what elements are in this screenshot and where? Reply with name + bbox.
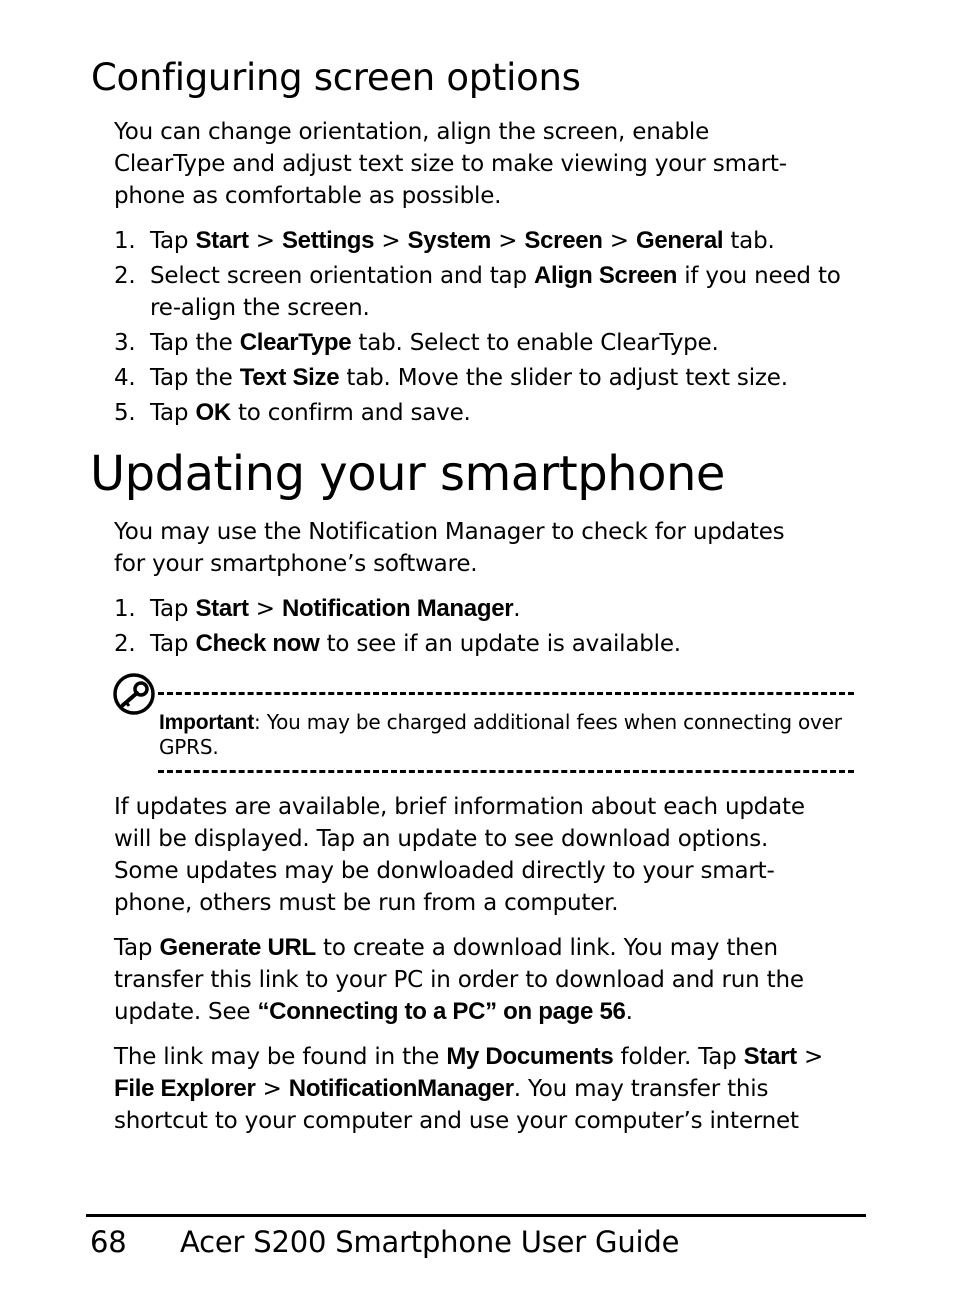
text-run: If updates are available, brief information about each update <box>114 794 805 820</box>
ui-term: ClearType <box>239 329 352 356</box>
updates-paragraph <box>114 791 874 919</box>
important-icon <box>112 672 158 718</box>
text-run: Some updates may be donwloaded directly to your smart- <box>114 858 775 884</box>
ui-term: “Connecting to a PC” on page 56 <box>257 998 626 1025</box>
section2-steps <box>114 593 874 663</box>
ui-term: Text Size <box>239 364 340 391</box>
text-run: if you need to re-align the screen. <box>150 263 841 321</box>
footer-title: Acer S200 Smartphone User Guide <box>180 1225 680 1259</box>
text-run: tab. Select to enable ClearType. <box>351 330 719 356</box>
step-number: 5. <box>114 400 136 426</box>
text-run: will be displayed. Tap an update to see download options. <box>114 826 769 852</box>
step-number: 1. <box>114 228 136 254</box>
ui-term: Generate URL <box>159 934 316 961</box>
intro-line: for your smartphone’s software. <box>114 551 478 577</box>
text-run: . <box>513 596 521 622</box>
text-run: Select screen orientation and tap <box>150 263 534 289</box>
text-run: to see if an update is available. <box>319 631 681 657</box>
note-divider-top <box>158 692 854 695</box>
step-number: 4. <box>114 365 136 391</box>
footer-divider <box>86 1214 866 1217</box>
generate-url-paragraph <box>114 932 874 1028</box>
text-run: transfer this link to your PC in order to download and run the <box>114 967 804 993</box>
ui-term: Start <box>195 227 249 254</box>
my-documents-paragraph <box>114 1041 874 1137</box>
list-item <box>114 628 874 660</box>
section2-intro <box>114 516 874 580</box>
note-text <box>159 710 859 760</box>
list-item <box>114 327 874 359</box>
text-run: folder. Tap <box>613 1044 744 1070</box>
text-run: The link may be found in the <box>114 1044 447 1070</box>
ui-term: Notification Manager <box>281 595 514 622</box>
text-run: Tap <box>150 400 196 426</box>
ui-term: Align Screen <box>533 262 678 289</box>
list-item <box>114 225 874 257</box>
text-run: Tap <box>150 631 196 657</box>
note-label: Important <box>159 711 255 734</box>
important-note <box>112 672 854 778</box>
text-run: Tap the <box>150 330 240 356</box>
text-run: > <box>796 1044 824 1070</box>
text-run: . You may transfer this <box>513 1076 769 1102</box>
intro-line: You may use the Notification Manager to check for updates <box>114 519 785 545</box>
step-number: 2. <box>114 263 136 289</box>
step-number: 2. <box>114 631 136 657</box>
text-run: tab. Move the slider to adjust text size. <box>339 365 788 391</box>
ui-term: Screen <box>524 227 603 254</box>
ui-term: NotificationManager <box>288 1075 514 1102</box>
text-run: > <box>255 1076 289 1102</box>
section-heading-updating: Updating your smartphone <box>90 446 725 502</box>
section-heading-configuring: Configuring screen options <box>91 56 581 99</box>
step-number: 1. <box>114 596 136 622</box>
text-run: Tap <box>150 228 196 254</box>
page-footer <box>90 1222 679 1262</box>
list-item <box>114 362 874 394</box>
text-run: tab. <box>723 228 775 254</box>
text-run: to confirm and save. <box>230 400 471 426</box>
list-item <box>114 397 874 429</box>
text-run: Tap <box>114 935 160 961</box>
text-run: > <box>248 228 282 254</box>
text-run: shortcut to your computer and use your computer’s internet <box>114 1108 799 1134</box>
ui-term: Start <box>743 1043 797 1070</box>
ui-term: My Documents <box>446 1043 614 1070</box>
text-run: . <box>625 999 633 1025</box>
intro-line: You can change orientation, align the screen, enable <box>114 119 710 145</box>
ui-term: System <box>407 227 492 254</box>
ui-term: Check now <box>195 630 320 657</box>
section1-steps <box>114 225 874 432</box>
page-number: 68 <box>90 1225 127 1259</box>
step-number: 3. <box>114 330 136 356</box>
ui-term: Settings <box>281 227 375 254</box>
note-divider-bottom <box>158 770 854 773</box>
text-run: > <box>248 596 282 622</box>
text-run: > <box>374 228 408 254</box>
text-run: Tap <box>150 596 196 622</box>
intro-line: phone as comfortable as possible. <box>114 183 502 209</box>
text-run: update. See <box>114 999 258 1025</box>
text-run: > <box>491 228 525 254</box>
list-item <box>114 260 874 324</box>
text-run: phone, others must be run from a computer. <box>114 890 619 916</box>
note-body: : You may be charged additional fees when connecting over GPRS. <box>159 710 842 759</box>
ui-term: Start <box>195 595 249 622</box>
text-run: to create a download link. You may then <box>315 935 778 961</box>
text-run: Tap the <box>150 365 240 391</box>
section1-intro <box>114 116 874 212</box>
ui-term: File Explorer <box>114 1075 256 1102</box>
intro-line: ClearType and adjust text size to make viewing your smart- <box>114 151 787 177</box>
ui-term: General <box>635 227 724 254</box>
ui-term: OK <box>195 399 231 426</box>
list-item <box>114 593 874 625</box>
text-run: > <box>602 228 636 254</box>
